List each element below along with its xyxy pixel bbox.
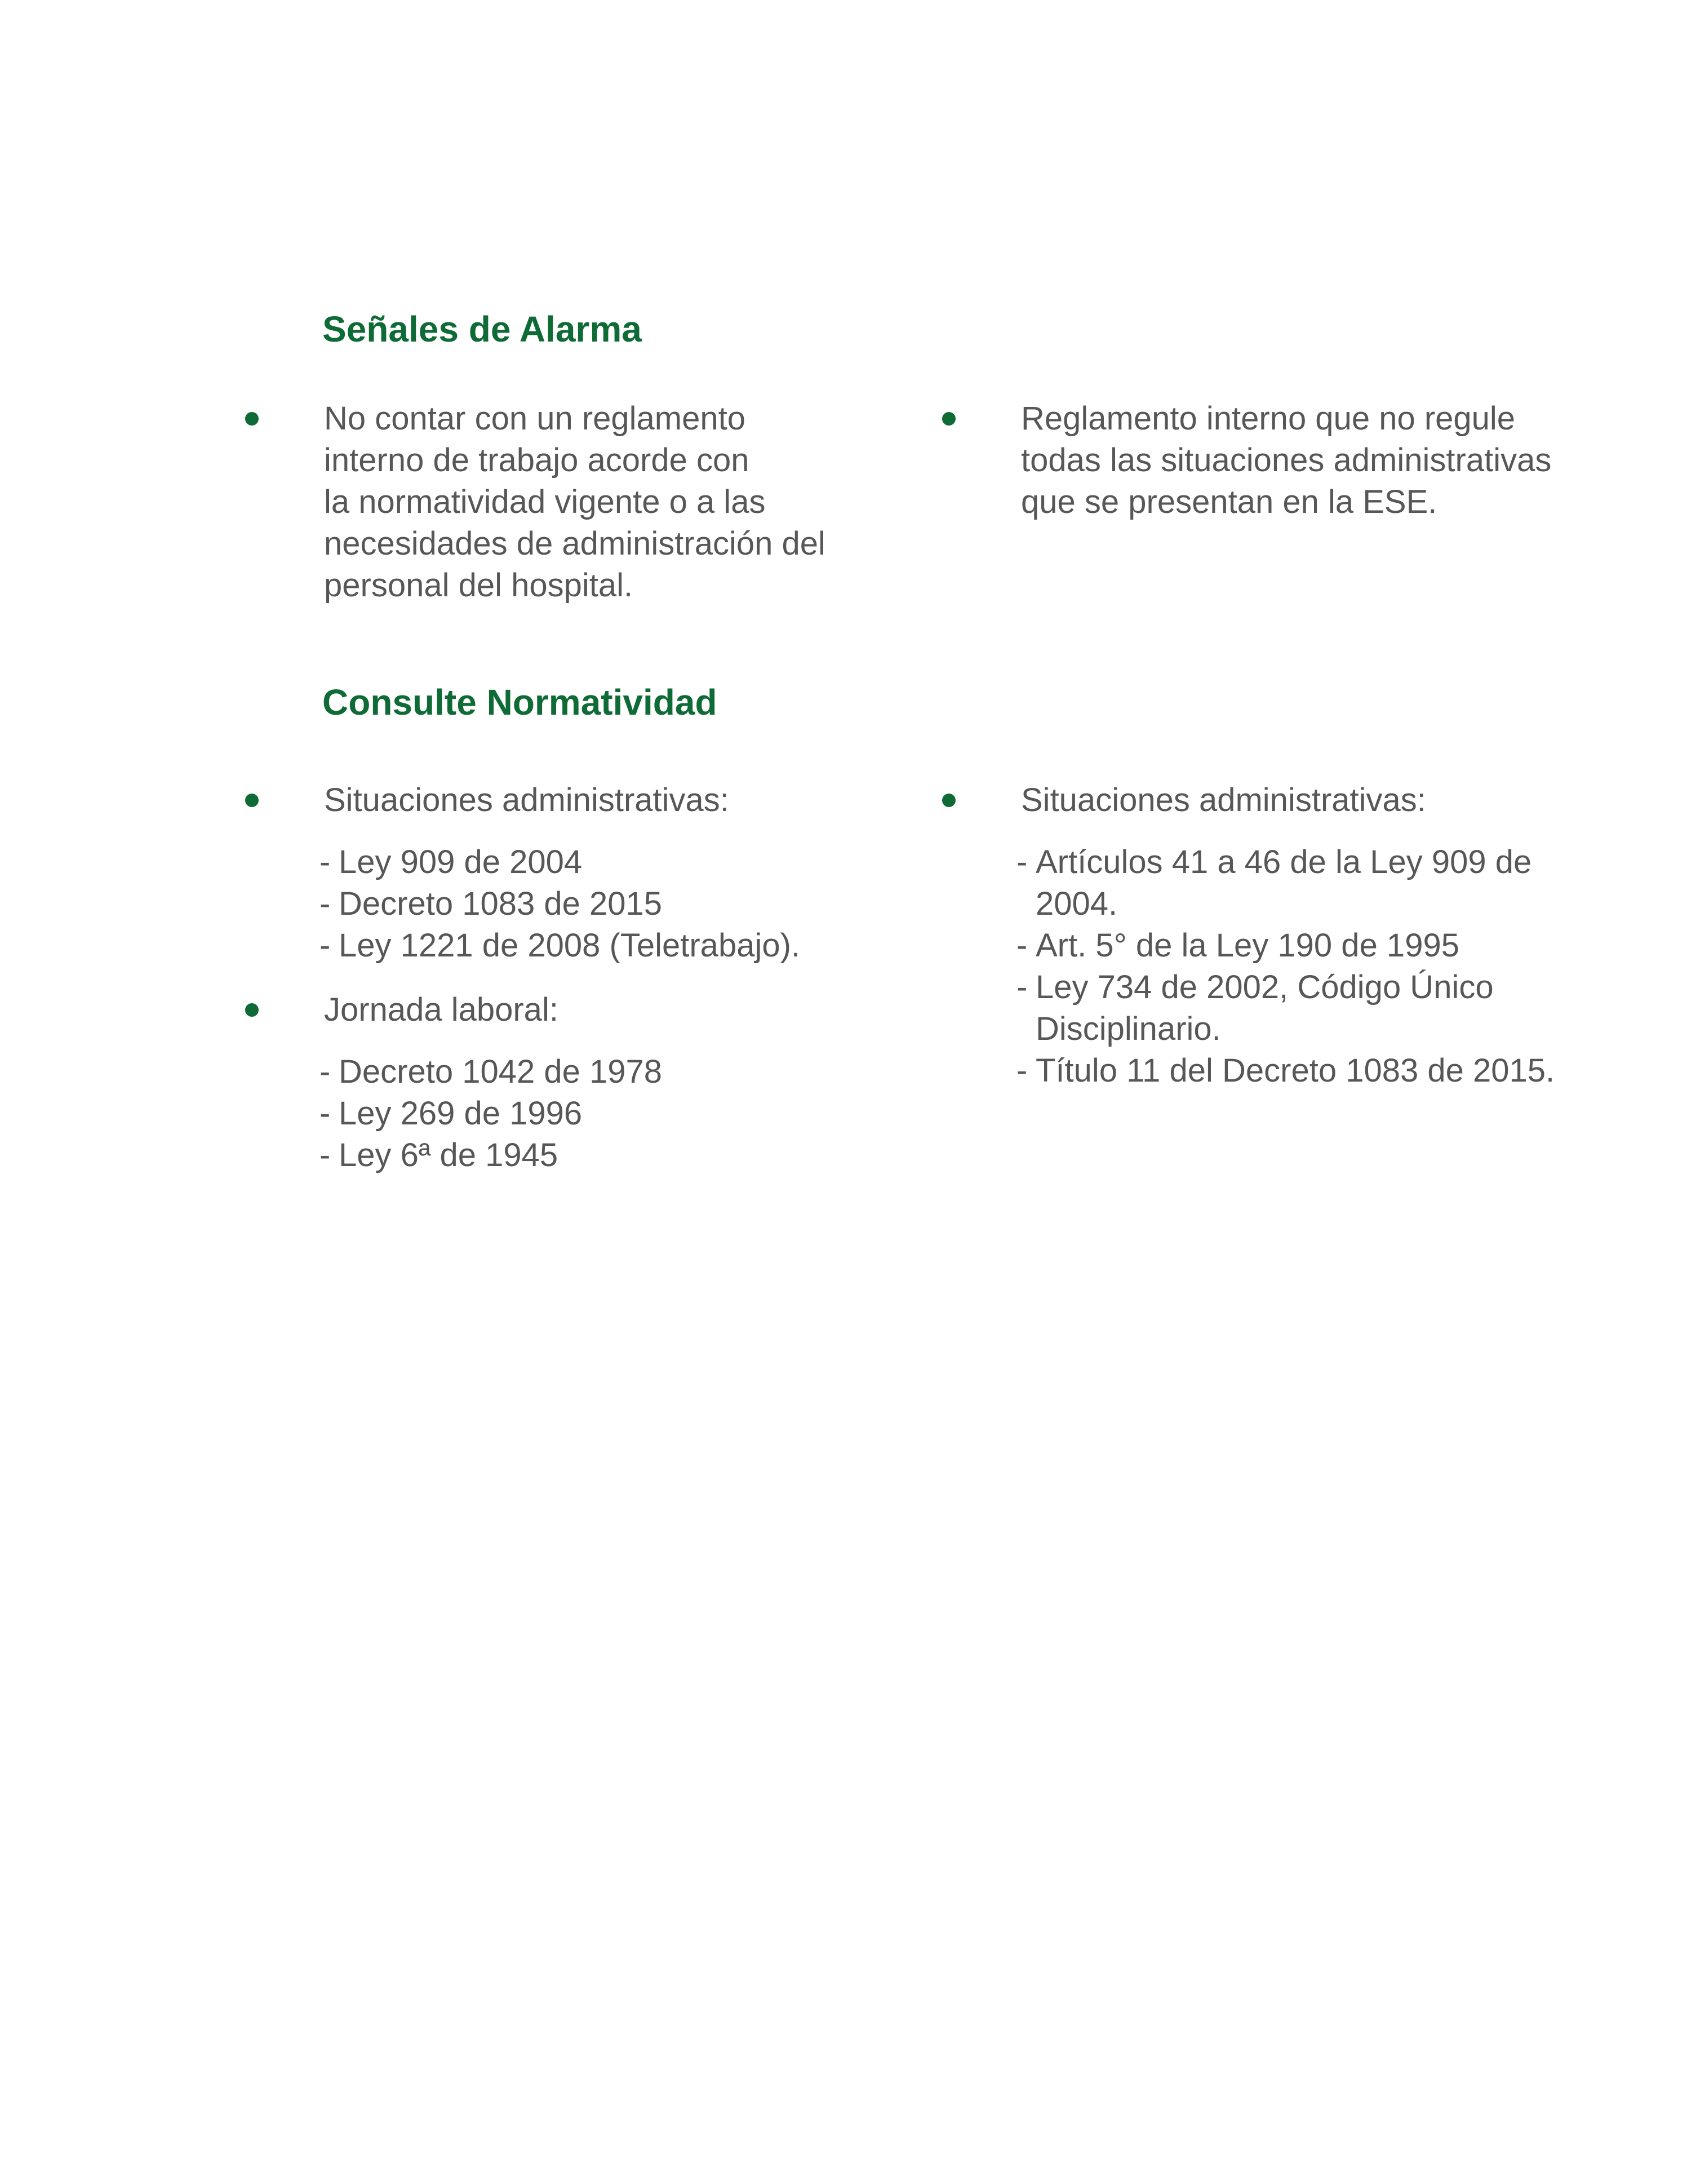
regulation-group-label: Situaciones administrativas: [1021, 782, 1426, 818]
regulation-reference: - Ley 1221 de 2008 (Teletrabajo). [319, 927, 801, 964]
alarm-signal-item [245, 398, 899, 606]
regulation-reference: - Ley 734 de 2002, Código Único Disciplinario. [1016, 969, 1494, 1047]
bullet-icon [942, 412, 956, 426]
regulation-group [245, 779, 899, 967]
alarm-signal-item [942, 398, 1641, 523]
regulation-list [319, 1051, 899, 1176]
regulation-reference: - Ley 909 de 2004 [319, 844, 583, 880]
alarm-signal-line: No contar con un reglamento [324, 400, 745, 437]
regulation-reference: - Artículos 41 a 46 de la Ley 909 de 2004. [1016, 844, 1532, 922]
section-title-consult-regulations: Consulte Normatividad [322, 682, 717, 723]
regulation-list [319, 841, 899, 967]
bullet-icon [245, 794, 259, 807]
regulation-list [1016, 841, 1573, 1092]
alarm-signal-line: que se presentan en la ESE. [1021, 484, 1437, 520]
regulation-group [942, 779, 1573, 1092]
alarm-signals-right-column [942, 398, 1641, 523]
alarm-signal-line: todas las situaciones administrativas [1021, 442, 1552, 479]
regulation-reference: - Decreto 1042 de 1978 [319, 1053, 662, 1090]
regulation-reference: - Título 11 del Decreto 1083 de 2015. [1016, 1052, 1555, 1089]
regulation-reference: - Ley 6ª de 1945 [319, 1137, 558, 1173]
regulation-group [245, 989, 899, 1176]
alarm-signal-line: la normatividad vigente o a las [324, 484, 766, 520]
regulation-group-label: Situaciones administrativas: [324, 782, 729, 818]
alarm-signal-line: personal del hospital. [324, 567, 633, 604]
regulation-group-label: Jornada laboral: [324, 991, 558, 1028]
alarm-signal-line: interno de trabajo acorde con [324, 442, 749, 479]
bullet-icon [245, 412, 259, 426]
section-title-alarm-signals: Señales de Alarma [322, 309, 642, 349]
regulation-reference: - Decreto 1083 de 2015 [319, 885, 662, 922]
regulation-reference: - Ley 269 de 1996 [319, 1095, 583, 1132]
alarm-signal-line: necesidades de administración del [324, 525, 825, 562]
alarm-signals-left-column [245, 398, 899, 606]
bullet-icon [245, 1003, 259, 1017]
bullet-icon [942, 794, 956, 807]
regulations-right-column [942, 779, 1573, 1092]
alarm-signal-line: Reglamento interno que no regule [1021, 400, 1516, 437]
regulation-reference: - Art. 5° de la Ley 190 de 1995 [1016, 927, 1459, 964]
regulations-left-column [245, 779, 899, 1176]
